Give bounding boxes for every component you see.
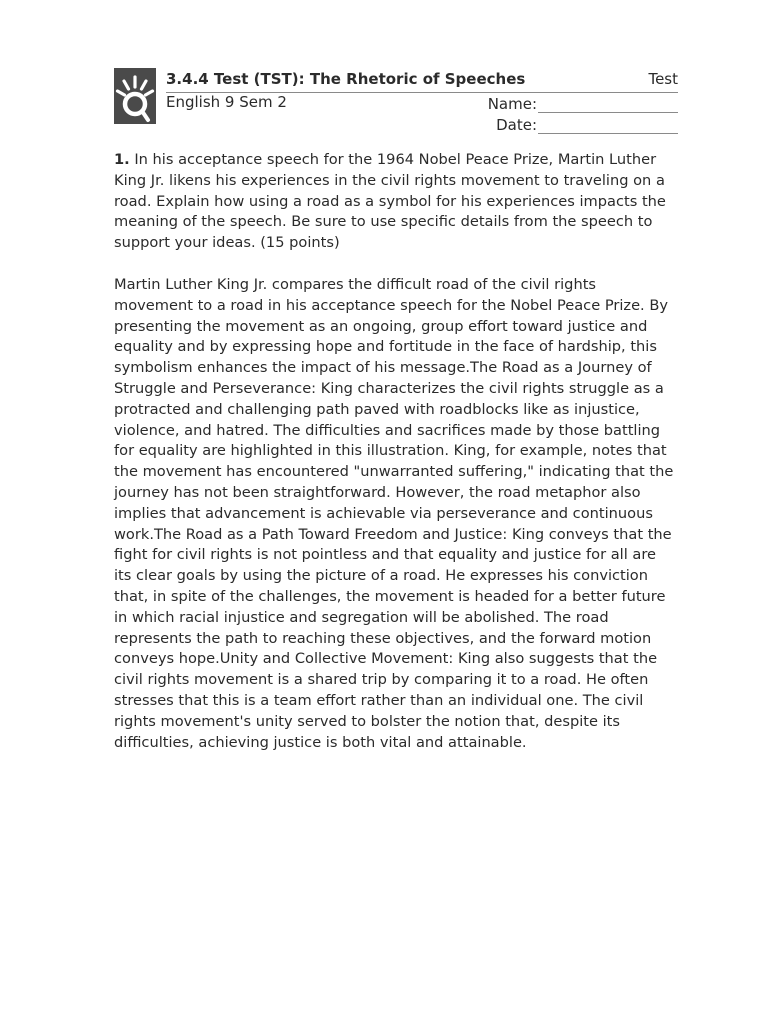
sunburst-logo-icon — [114, 68, 156, 124]
date-input-line[interactable] — [538, 116, 678, 134]
document-header — [114, 68, 678, 136]
date-label: Date: — [496, 116, 537, 134]
course-name: English 9 Sem 2 — [166, 93, 287, 111]
name-input-line[interactable] — [538, 95, 678, 113]
document-type-label: Test — [648, 70, 678, 88]
question-1 — [114, 150, 678, 254]
document-page — [114, 68, 678, 753]
date-field — [496, 116, 678, 134]
name-label: Name: — [487, 95, 537, 113]
name-field — [488, 95, 678, 113]
question-number: 1. — [114, 151, 130, 168]
title-row — [166, 70, 678, 93]
answer-text: Martin Luther King Jr. compares the difficult road of the civil rights movement to a road in his acceptance speech for the Nobel Peace Prize. By presenting the movement as an ongoing, group effort toward justice and equality and by expressing hope and fortitude in the face of hardship, this symbolism enhances the impact of his message.The Road as a Journey of Struggle and Perseverance: King characterizes the civil rights struggle as a protracted and challenging path paved with roadblocks like as injustice, violence, and hatred. The difficulties and sacrifices made by those battling for equality are highlighted in this illustration. King, for example, notes that the movement has encountered "unwarranted suffering," indicating that the journey has not been straightforward. However, the road metaphor also implies that advancement is achievable via perseverance and continuous work.The Road as a Path Toward Freedom and Justice: King conveys that the fight for civil rights is not pointless and that equality and justice for all are its clear goals by using the picture of a road. He expresses his conviction that, in spite of the challenges, the movement is headed for a better future in which racial injustice and segregation will be abolished. The road represents the path to reaching these objectives, and the forward motion conveys hope.Unity and Collective Movement: King also suggests that the civil rights movement is a shared trip by comparing it to a road. He often stresses that this is a team effort rather than an individual one. The civil rights movement's unity served to bolster the notion that, despite its difficulties, achieving justice is both vital and attainable. — [114, 275, 674, 751]
question-text: In his acceptance speech for the 1964 Nobel Peace Prize, Martin Luther King Jr. likens his experiences in the civil rights movement to traveling on a road. Explain how using a road as a symbol for his experiences impacts the meaning of the speech. Be sure to use specific details from the speech to support your ideas. (15 points) — [114, 151, 666, 252]
document-title: 3.4.4 Test (TST): The Rhetoric of Speeches — [166, 70, 526, 88]
